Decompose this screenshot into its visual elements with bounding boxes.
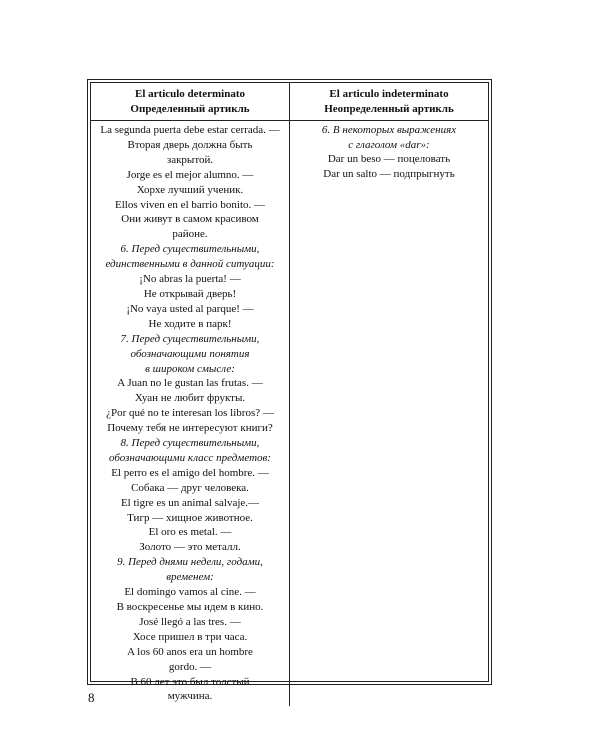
definite-article-line: Тигр — хищное животное.: [127, 511, 253, 524]
definite-article-line: Собака — друг человека.: [131, 481, 249, 494]
definite-article-line: ¡No vaya usted al parque! —: [126, 302, 254, 315]
table-body-row: [91, 121, 488, 706]
definite-article-line: обозначающими класс предметов:: [109, 451, 271, 464]
definite-article-line: ¿Por qué no te interesan los libros? —: [106, 407, 274, 420]
definite-article-line: El tigre es un animal salvaje.—: [120, 496, 260, 509]
definite-article-line: José llegó a las tres. —: [139, 615, 241, 628]
definite-article-line: Jorge es el mejor alumno. —: [126, 168, 254, 181]
definite-article-line: 8. Перед существительными,: [120, 437, 260, 450]
definite-article-line: ¡No abras la puerta! —: [139, 273, 241, 286]
definite-article-line: единственными в данной ситуации:: [105, 258, 275, 271]
definite-article-line: Ellos viven en el barrio bonito. —: [115, 198, 265, 211]
definite-article-column: [91, 121, 290, 706]
page-number: 8: [88, 690, 95, 705]
header-indefinite-russian: Неопределенный артикль: [324, 103, 454, 115]
definite-article-line: La segunda puerta debe estar cerrada. —: [100, 124, 280, 136]
definite-article-line: A Juan no le gustan las frutas. —: [117, 377, 263, 390]
definite-article-line: мужчина.: [167, 690, 213, 703]
definite-article-line: 9. Перед днями недели, годами,: [117, 556, 263, 569]
header-definite-spanish: El articulo determinato: [135, 88, 245, 100]
definite-article-line: Хорхе лучший ученик.: [136, 183, 244, 196]
definite-article-line: 6. Перед существительными,: [120, 243, 260, 256]
definite-article-line: gordo. —: [168, 660, 212, 673]
definite-article-line: Золото — это металл.: [139, 541, 241, 554]
definite-article-line: Хуан не любит фрукты.: [134, 392, 246, 405]
header-indefinite-article: [290, 83, 488, 120]
definite-article-line: закрытой.: [166, 153, 214, 166]
article-table: [87, 79, 492, 703]
definite-article-line: в широком смысле:: [145, 362, 235, 375]
definite-article-line: обозначающими понятия: [130, 347, 250, 360]
definite-article-line: Не ходите в парк!: [148, 317, 232, 330]
indefinite-article-line: Dar un salto — подпрыгнуть: [323, 167, 455, 180]
definite-article-line: 7. Перед существительными,: [120, 332, 260, 345]
indefinite-article-line: Dar un beso — поцеловать: [327, 153, 451, 165]
definite-article-line: Не открывай дверь!: [143, 287, 237, 300]
indefinite-article-column: [290, 121, 488, 706]
header-indefinite-spanish: El articulo indeterminato: [329, 88, 449, 100]
definite-article-line: El perro es el amigo del hombre. —: [111, 466, 269, 479]
definite-article-line: Хосе пришел в три часа.: [132, 630, 248, 643]
definite-article-line: В воскресенье мы идем в кино.: [116, 601, 264, 613]
definite-article-line: В 60 лет это был толстый: [130, 675, 250, 688]
definite-article-line: Почему тебя не интересуют книги?: [107, 422, 273, 435]
header-definite-article: [91, 83, 290, 120]
definite-article-line: временем:: [166, 571, 214, 584]
definite-article-line: Они живут в самом красивом: [121, 213, 259, 226]
article-table-inner: [90, 82, 489, 703]
indefinite-article-line: с глаголом «dar»:: [348, 138, 430, 151]
definite-article-line: El oro es metal. —: [148, 526, 232, 539]
table-header-row: [91, 83, 488, 121]
definite-article-line: Вторая дверь должна быть: [127, 138, 253, 151]
definite-article-line: El domingo vamos al cine. —: [124, 586, 256, 599]
definite-article-line: A los 60 anos era un hombre: [127, 645, 253, 658]
header-definite-russian: Определенный артикль: [130, 103, 250, 115]
definite-article-line: районе.: [172, 228, 208, 241]
indefinite-article-line: 6. В некоторых выражениях: [321, 124, 457, 136]
